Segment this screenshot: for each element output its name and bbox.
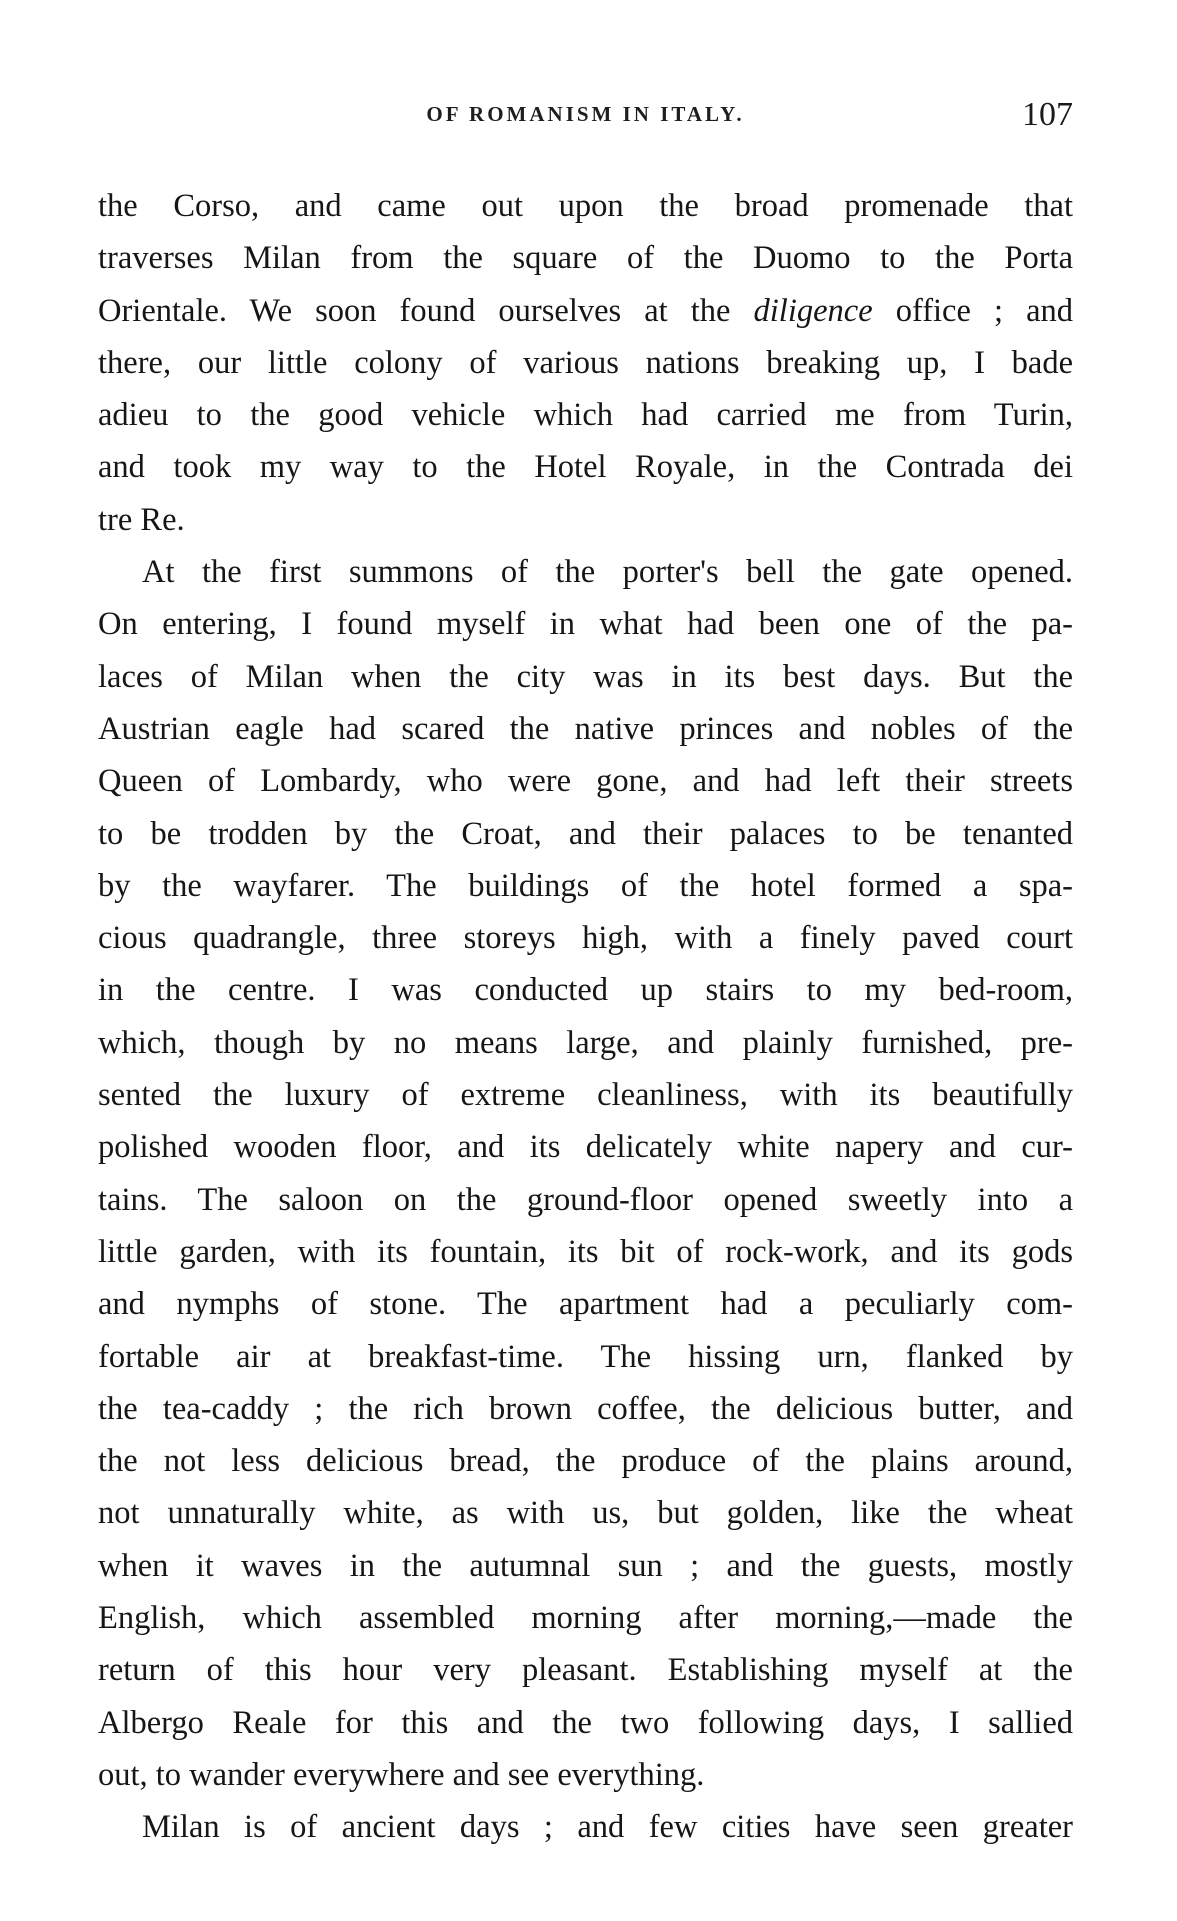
text-line: out, to wander everywhere and see everything. — [98, 1756, 705, 1793]
text-line: polished wooden floor, and its delicately white napery and cur- — [98, 1129, 1073, 1166]
paragraph-3 — [98, 1801, 1073, 1853]
text-line: and nymphs of stone. The apartment had a peculiarly com- — [98, 1286, 1073, 1323]
text-line: Milan is of ancient days ; and few cities have seen greater — [142, 1809, 1073, 1846]
text-line: not unnaturally white, as with us, but golden, like the wheat — [98, 1495, 1073, 1532]
text-line: On entering, I found myself in what had been one of the pa- — [98, 606, 1073, 643]
paragraph-2 — [98, 546, 1073, 1801]
text-line: to be trodden by the Croat, and their palaces to be tenanted — [98, 815, 1073, 852]
text-line: adieu to the good vehicle which had carried me from Turin, — [98, 397, 1073, 434]
text-line: English, which assembled morning after morning,—made the — [98, 1600, 1073, 1637]
text-line: tains. The saloon on the ground-floor opened sweetly into a — [98, 1181, 1073, 1218]
text-line: when it waves in the autumnal sun ; and the guests, mostly — [98, 1547, 1073, 1584]
text-line: the tea-caddy ; the rich brown coffee, the delicious butter, and — [98, 1390, 1073, 1427]
text-run: Orientale. We soon found ourselves at the — [98, 292, 754, 329]
text-line: fortable air at breakfast-time. The hissing urn, flanked by — [98, 1338, 1073, 1375]
text-line: laces of Milan when the city was in its best days. But the — [98, 658, 1073, 695]
text-line: sented the luxury of extreme cleanliness, with its beautifully — [98, 1077, 1073, 1114]
text-line: in the centre. I was conducted up stairs to my bed-room, — [98, 972, 1073, 1009]
page-number: 107 — [1022, 96, 1073, 133]
text-line: At the first summons of the porter's bell the gate opened. — [142, 554, 1073, 591]
running-head — [98, 96, 1073, 136]
italic-word: diligence — [753, 292, 873, 329]
text-line: which, though by no means large, and plainly furnished, pre- — [98, 1024, 1073, 1061]
text-run: office ; and — [872, 292, 1073, 329]
text-line: little garden, with its fountain, its bit of rock-work, and its gods — [98, 1233, 1073, 1270]
text-line: Queen of Lombardy, who were gone, and had left their streets — [98, 763, 1073, 800]
text-line: by the wayfarer. The buildings of the hotel formed a spa- — [98, 867, 1073, 904]
text-line — [98, 285, 1073, 337]
text-line: there, our little colony of various nations breaking up, I bade — [98, 344, 1073, 381]
text-line: and took my way to the Hotel Royale, in the Contrada dei — [98, 449, 1073, 486]
running-title: OF ROMANISM IN ITALY. — [426, 102, 745, 126]
paragraph-1 — [98, 180, 1073, 546]
text-line: return of this hour very pleasant. Establishing myself at the — [98, 1652, 1073, 1689]
body-text — [98, 180, 1073, 1854]
text-line: Austrian eagle had scared the native princes and nobles of the — [98, 710, 1073, 747]
text-line: cious quadrangle, three storeys high, with a finely paved court — [98, 920, 1073, 957]
text-line: traverses Milan from the square of the Duomo to the Porta — [98, 240, 1073, 277]
text-line: tre Re. — [98, 501, 185, 538]
text-line: the Corso, and came out upon the broad promenade that — [98, 188, 1073, 224]
text-line: Albergo Reale for this and the two following days, I sallied — [98, 1704, 1073, 1741]
text-line: the not less delicious bread, the produce of the plains around, — [98, 1443, 1073, 1480]
